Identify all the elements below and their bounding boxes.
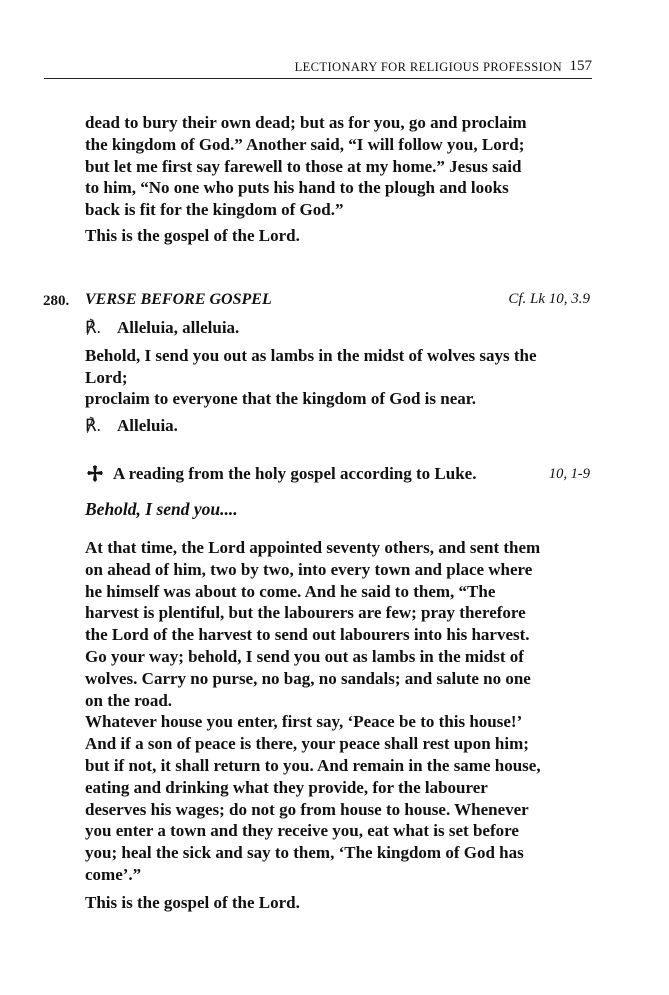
- verse-line: proclaim to everyone that the kingdom of God is near.: [85, 389, 476, 409]
- text-line: Go your way; behold, I send you out as lambs in the midst of: [85, 646, 524, 666]
- response-line: [85, 317, 590, 339]
- text-line: you; heal the sick and say to them, ‘The kingdom of God has: [85, 843, 524, 863]
- running-header: [44, 60, 592, 79]
- text-line: to him, “No one who puts his hand to the plough and looks: [85, 178, 509, 198]
- reading-intro: A reading from the holy gospel according to Luke.: [113, 464, 477, 483]
- section-number: 280.: [43, 293, 70, 309]
- text-line: harvest is plentiful, but the labourers are few; pray therefore: [85, 603, 526, 623]
- text-line: you enter a town and they receive you, eat what is set before: [85, 821, 519, 841]
- cross-icon: [85, 465, 105, 485]
- verse-before-gospel: [85, 317, 590, 437]
- reading-incipit-block: [85, 499, 590, 520]
- text-line: deserves his wages; do not go from house to house. Whenever: [85, 799, 529, 819]
- text-line: come’.”: [85, 864, 142, 884]
- section-reference: Cf. Lk 10, 3.9: [508, 291, 590, 307]
- text-line: but if not, it shall return to you. And remain in the same house,: [85, 755, 541, 775]
- reading-heading: [85, 464, 590, 488]
- verse-line: Behold, I send you out as lambs in the midst of wolves says the: [85, 345, 537, 365]
- text-line: back is fit for the kingdom of God.”: [85, 200, 344, 220]
- text-line: eating and drinking what they provide, for the labourer: [85, 777, 488, 797]
- text-line: on ahead of him, two by two, into every town and place where: [85, 559, 533, 579]
- verse-line: Lord;: [85, 367, 128, 387]
- text-line: wolves. Carry no purse, no bag, no sandals; and salute no one: [85, 668, 531, 688]
- gospel-conclusion: This is the gospel of the Lord.: [85, 892, 300, 912]
- text-line: Whatever house you enter, first say, ‘Peace be to this house!’: [85, 712, 523, 732]
- reading-incipit: Behold, I send you....: [85, 499, 238, 519]
- response-line: [85, 415, 590, 437]
- text-line: dead to bury their own dead; but as for you, go and proclaim: [85, 113, 527, 132]
- text-line: And if a son of peace is there, your peace shall rest upon him;: [85, 734, 529, 754]
- text-line: At that time, the Lord appointed seventy others, and sent them: [85, 538, 541, 557]
- gospel-conclusion: This is the gospel of the Lord.: [85, 225, 300, 245]
- response-symbol: ℟.: [85, 416, 101, 436]
- previous-reading-end: [85, 112, 590, 247]
- text-line: the kingdom of God.” Another said, “I will follow you, Lord;: [85, 134, 525, 154]
- section-heading: [85, 291, 590, 313]
- reading-reference: 10, 1-9: [548, 466, 590, 482]
- page-number: 157: [569, 58, 592, 74]
- response-text: Alleluia, alleluia.: [117, 318, 240, 337]
- response-text: Alleluia.: [117, 416, 178, 436]
- section-title: VERSE BEFORE GOSPEL: [85, 291, 272, 308]
- text-line: but let me first say farewell to those at my home.” Jesus said: [85, 156, 522, 176]
- text-line: on the road.: [85, 690, 173, 710]
- text-line: he himself was about to come. And he said to them, “The: [85, 581, 496, 601]
- running-title: LECTIONARY FOR RELIGIOUS PROFESSION: [294, 60, 562, 74]
- text-line: the Lord of the harvest to send out labourers into his harvest.: [85, 625, 530, 645]
- gospel-reading: [85, 537, 590, 914]
- response-symbol: ℟.: [85, 318, 101, 337]
